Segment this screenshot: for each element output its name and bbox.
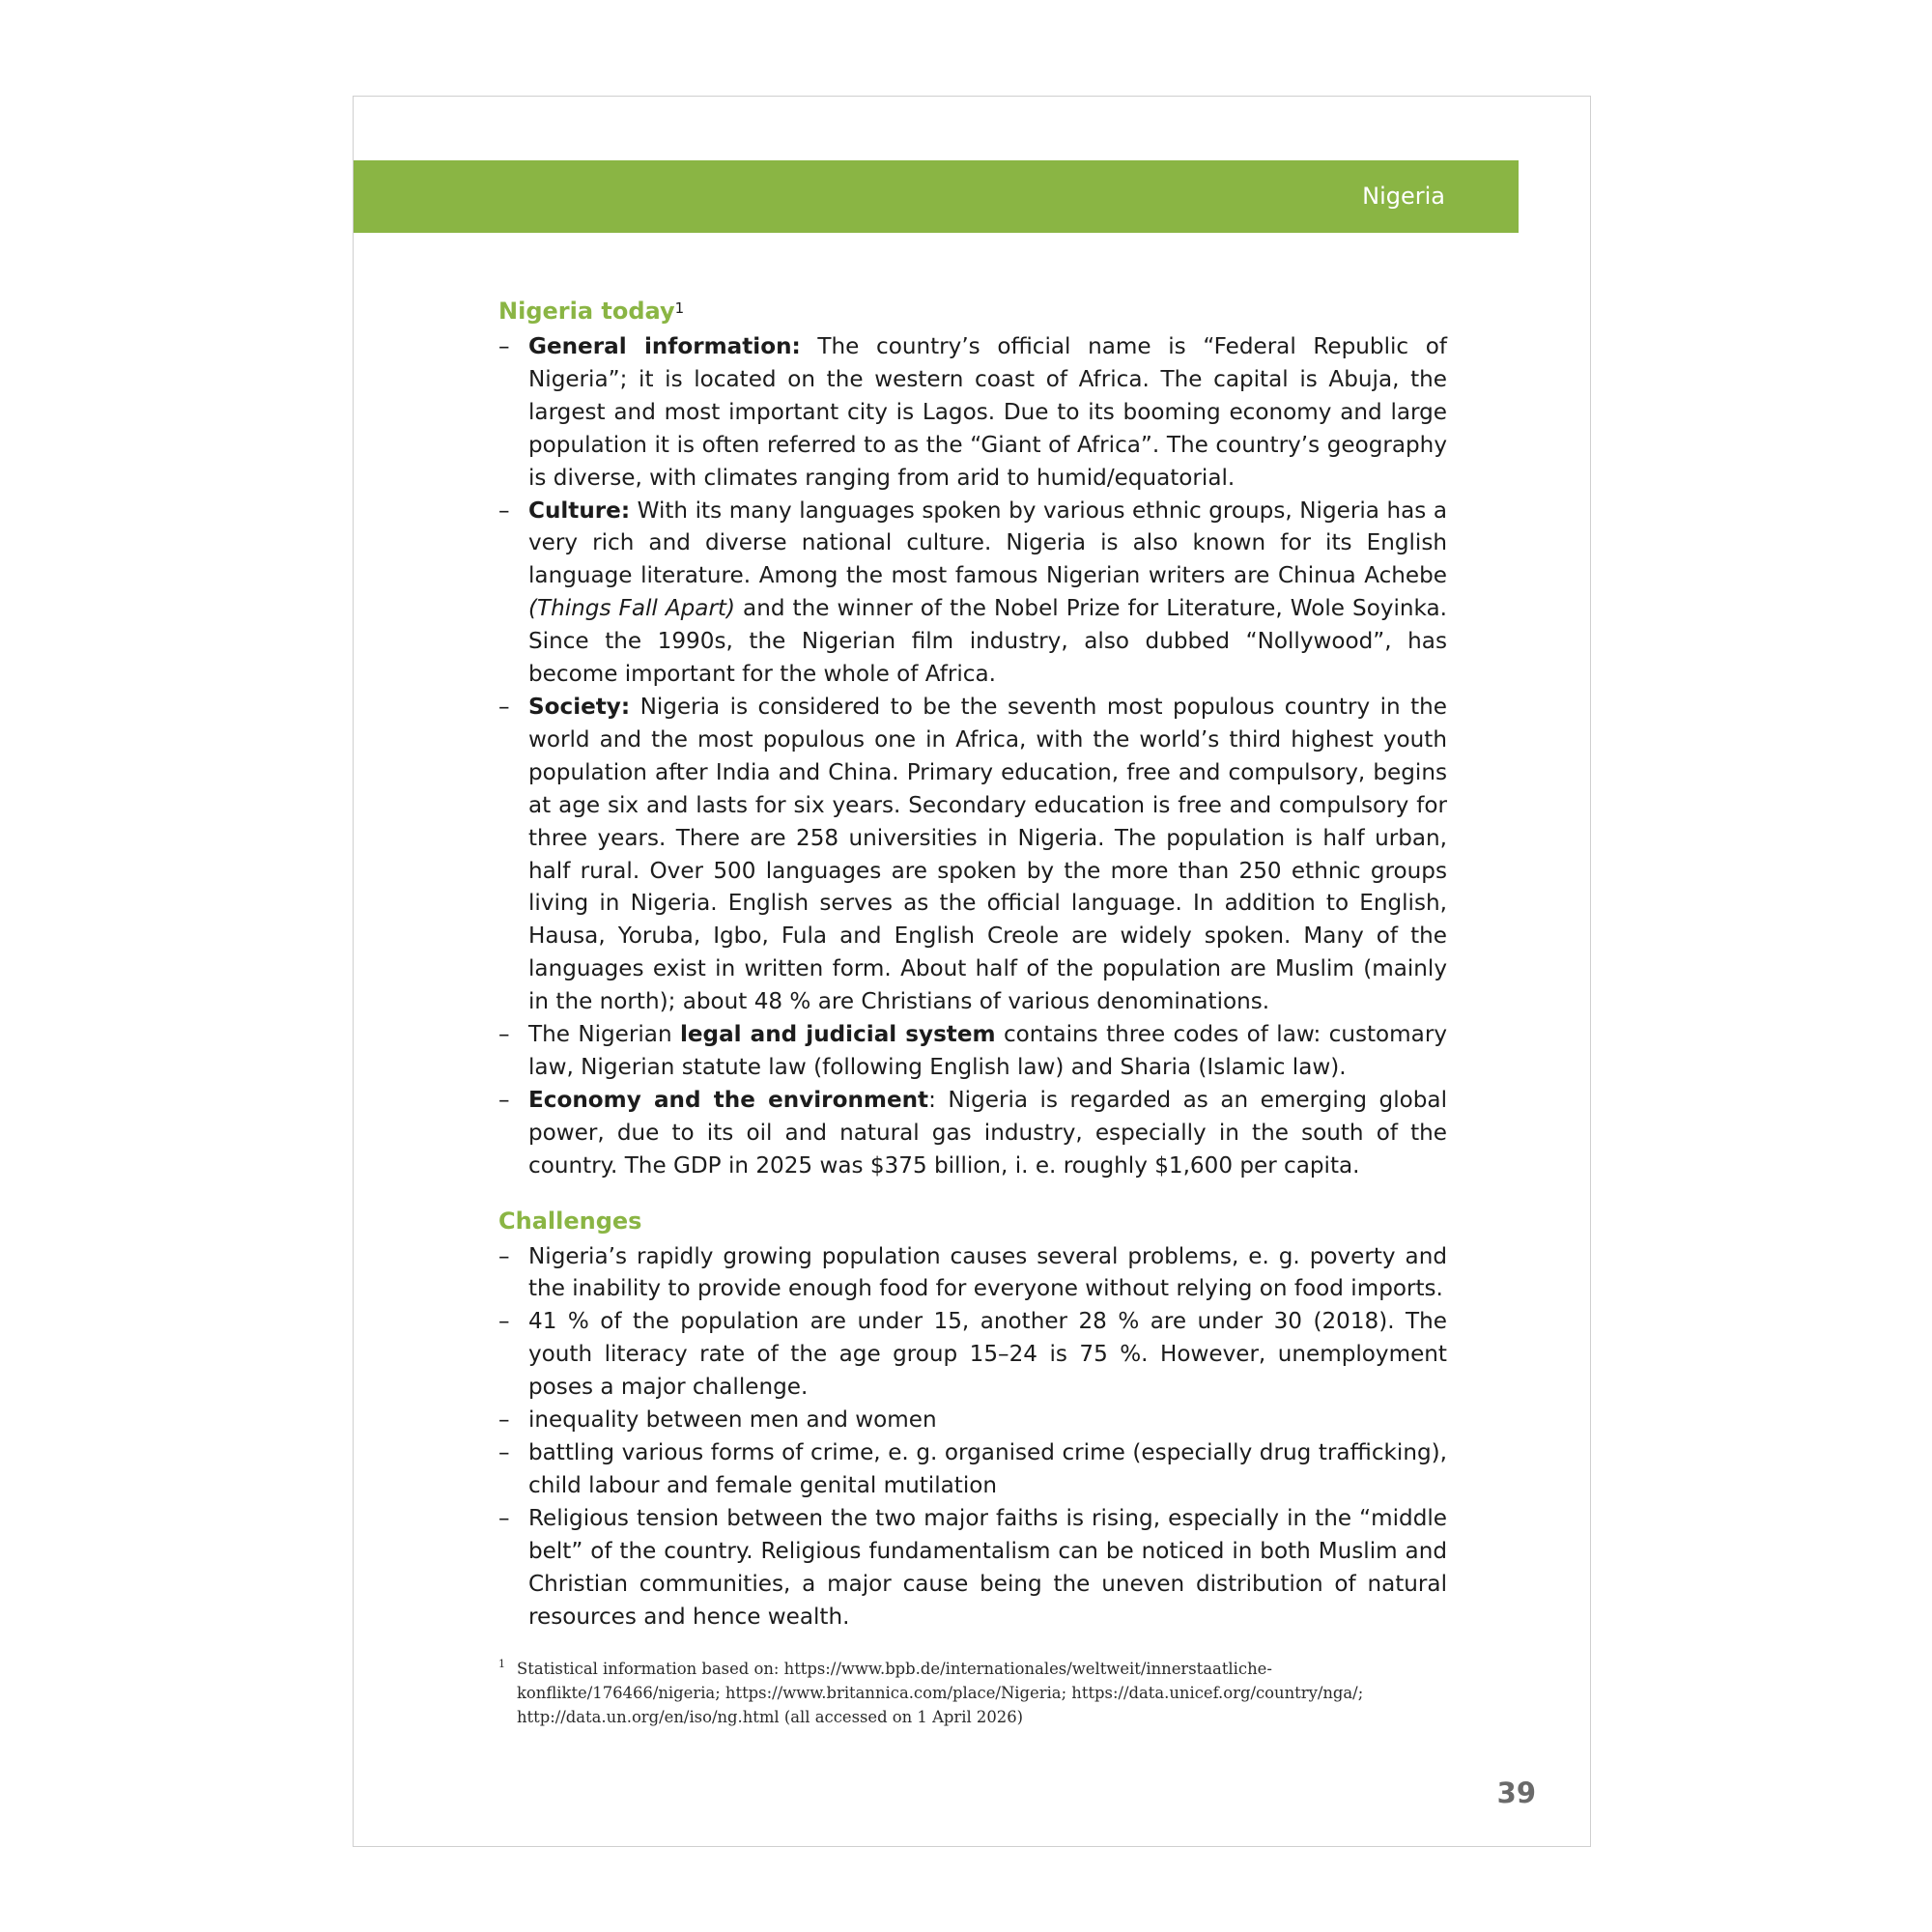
list-dash: – bbox=[498, 694, 510, 720]
item-text: and the winner of the Nobel Prize for Literature, Wole Soyinka. Since the 1990s, the Nigerian film industry, also dubbed “Nollywood”, has become important for the whole of Africa. bbox=[528, 596, 1448, 688]
list-dash: – bbox=[498, 1022, 510, 1048]
list-dash: – bbox=[498, 1243, 510, 1269]
section-heading-nigeria-today bbox=[498, 295, 1447, 327]
challenges-list bbox=[498, 1241, 1447, 1634]
item-text: The Nigerian bbox=[528, 1022, 680, 1048]
list-item-general-information bbox=[498, 331, 1447, 496]
book-title: (Things Fall Apart) bbox=[528, 596, 736, 622]
item-label: General information: bbox=[528, 334, 801, 359]
list-dash: – bbox=[498, 334, 510, 359]
list-item-society bbox=[498, 692, 1447, 1019]
item-label: Society: bbox=[528, 694, 631, 720]
item-text: contains three codes of law: customary law, Nigerian statute law (following English law) and Sharia (Islamic law). bbox=[528, 1022, 1447, 1080]
item-label: legal and judicial system bbox=[679, 1022, 996, 1048]
list-item-culture bbox=[498, 496, 1447, 692]
list-item bbox=[498, 1405, 1447, 1437]
list-item bbox=[498, 1437, 1447, 1503]
section-heading-text: Nigeria today bbox=[498, 298, 675, 325]
footnote-text: Statistical information based on: https://www.bpb.de/internationales/weltweit/innerstaatliche-konflikte/176466/nigeria; https://www.britannica.com/place/Nigeria; https://data.unicef.org/country/nga/; http://data.un.org/en/iso/ng.html (all accessed on 1 April 2026) bbox=[517, 1660, 1364, 1727]
list-item bbox=[498, 1306, 1447, 1405]
list-dash: – bbox=[498, 497, 510, 524]
list-item bbox=[498, 1503, 1447, 1634]
footnote bbox=[498, 1657, 1446, 1729]
item-text: inequality between men and women bbox=[528, 1407, 937, 1434]
item-text: With its many languages spoken by various ethnic groups, Nigeria has a very rich and diverse national culture. Nigeria is also known for its English language literature. Among the most famous Nigerian writers are Chinua Achebe bbox=[528, 497, 1447, 589]
page-content bbox=[498, 295, 1447, 1729]
item-text: 41 % of the population are under 15, another 28 % are under 30 (2018). The youth literacy rate of the age group 15–24 is 75 %. However, unemployment poses a major challenge. bbox=[528, 1309, 1447, 1401]
list-dash: – bbox=[498, 1407, 510, 1434]
list-dash: – bbox=[498, 1505, 510, 1531]
list-dash: – bbox=[498, 1087, 510, 1113]
item-text: Nigeria is considered to be the seventh most populous country in the world and the most populous one in Africa, with the world’s third highest youth population after India and China. Primary education, free and compulsory, begins at age six and lasts for six years. Secondary education is free and compulsory for three years. There are 258 universities in Nigeria. The population is half urban, half rural. Over 500 languages are spoken by the more than 250 ethnic groups living in Nigeria. English serves as the official language. In addition to English, Hausa, Yoruba, Igbo, Fula and English Creole are widely spoken. Many of the languages exist in written form. About half of the population are Muslim (mainly in the north); about 48 % are Christians of various denominations. bbox=[528, 694, 1447, 1015]
item-label: Culture: bbox=[528, 497, 631, 524]
item-text: : Nigeria is regarded as an emerging global power, due to its oil and natural gas industry, especially in the south of the country. The GDP in 2025 was $375 billion, i. e. roughly $1,600 per capita. bbox=[528, 1087, 1447, 1179]
list-item bbox=[498, 1241, 1447, 1307]
nigeria-today-list bbox=[498, 331, 1447, 1183]
document-page bbox=[353, 96, 1591, 1847]
item-label: Economy and the environment bbox=[528, 1087, 929, 1113]
section-heading-challenges: Challenges bbox=[498, 1207, 642, 1235]
item-text: battling various forms of crime, e. g. organised crime (especially drug trafficking), child labour and female genital mutilation bbox=[528, 1440, 1447, 1498]
item-text: Nigeria’s rapidly growing population causes several problems, e. g. poverty and the inability to provide enough food for everyone without relying on food imports. bbox=[528, 1243, 1447, 1302]
list-item-economy bbox=[498, 1085, 1447, 1183]
item-text: The country’s official name is “Federal Republic of Nigeria”; it is located on the western coast of Africa. The capital is Abuja, the largest and most important city is Lagos. Due to its booming economy and large population it is often referred to as the “Giant of Africa”. The country’s geography is diverse, with climates ranging from arid to humid/equatorial. bbox=[528, 334, 1447, 491]
list-item-legal-system bbox=[498, 1019, 1447, 1085]
footnote-mark: 1 bbox=[498, 1658, 505, 1671]
footnote-reference: 1 bbox=[674, 299, 685, 317]
list-dash: – bbox=[498, 1440, 510, 1465]
chapter-title: Nigeria bbox=[1362, 183, 1445, 210]
item-text: Religious tension between the two major faiths is rising, especially in the “middle belt” of the country. Religious fundamentalism can be noticed in both Muslim and Christian communities, a major cause being the uneven distribution of natural resources and hence wealth. bbox=[528, 1505, 1447, 1630]
list-dash: – bbox=[498, 1309, 510, 1335]
page-number: 39 bbox=[1496, 1776, 1536, 1809]
chapter-header-band bbox=[354, 160, 1519, 233]
